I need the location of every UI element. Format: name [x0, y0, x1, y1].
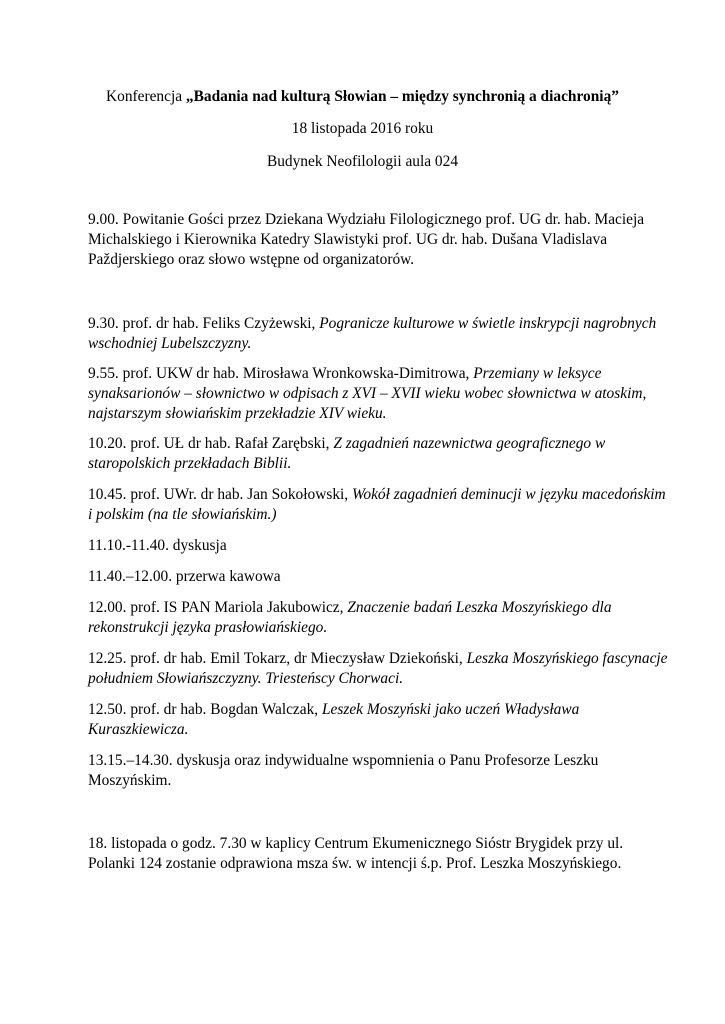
program-item-title: południem Słowiańszczyzny. Triesteńscy Chorwaci.: [88, 670, 404, 687]
program-item-discussion: Moszyńskim.: [88, 772, 172, 789]
program-item-title: Leszek Moszyński jako uczeń Władysława: [321, 701, 580, 718]
program-item-speaker: 10.45. prof. UWr. dr hab. Jan Sokołowski,: [88, 486, 352, 503]
program-item-title: wschodniej Lubelszczyzny.: [88, 335, 252, 352]
program-item-title: rekonstrukcji języka prasłowiańskiego.: [88, 619, 328, 636]
program-item-discussion: 13.15.–14.30. dyskusja oraz indywidualne wspomnienia o Panu Profesorze Leszku: [88, 752, 599, 769]
program-item: [88, 700, 648, 740]
conference-title-name: „Badania nad kulturą Słowian – między synchronią a diachronią”: [185, 88, 619, 105]
program-item-speaker: 12.50. prof. dr hab. Bogdan Walczak,: [88, 701, 322, 718]
program-item-speaker: 10.20. prof. UŁ dr hab. Rafał Zarębski,: [88, 435, 334, 452]
conference-title: [0, 87, 725, 107]
program-item-title: i polskim (na tle słowiańskim.): [88, 506, 277, 523]
program-item: [88, 536, 648, 556]
program-item-title: Kuraszkiewicza.: [88, 721, 189, 738]
program-item: [88, 364, 648, 424]
conference-venue: Budynek Neofilologii aula 024: [266, 153, 459, 170]
conference-date: 18 listopada 2016 roku: [291, 120, 434, 137]
program-item-break: 11.40.–12.00. przerwa kawowa: [88, 568, 281, 585]
program-item-speaker: 12.25. prof. dr hab. Emil Tokarz, dr Mieczysław Dziekoński,: [88, 650, 467, 667]
mass-announcement-line: 18. listopada o godz. 7.30 w kaplicy Centrum Ekumenicznego Sióstr Brygidek przy ul.: [88, 835, 624, 852]
program-item-speaker: 9.30. prof. dr hab. Feliks Czyżewski,: [88, 315, 320, 332]
program-item-title: synaksarionów – słownictwo w odpisach z XVI – XVII wieku wobec słownictwa w atoskim,: [88, 385, 647, 402]
welcome-line: Michalskiego i Kierownika Katedry Slawistyki prof. UG dr. hab. Dušana Vladislava: [88, 231, 608, 248]
program-item-title: Znaczenie badań Leszka Moszyńskiego dla: [347, 599, 612, 616]
program-item-title: Przemiany w leksyce: [473, 365, 602, 382]
program-item-title: Pogranicze kulturowe w świetle inskrypcji nagrobnych: [319, 315, 657, 332]
program-item: [88, 567, 648, 587]
welcome-paragraph: [88, 210, 648, 270]
program-item-speaker: 9.55. prof. UKW dr hab. Mirosława Wronkowska-Dimitrowa,: [88, 365, 474, 382]
program-item: [88, 314, 657, 354]
program-item: [88, 751, 648, 791]
program-item-title: Z zagadnień nazewnictwa geograficznego w: [333, 435, 606, 452]
program-item-title: staropolskich przekładach Biblii.: [88, 455, 292, 472]
mass-announcement: [88, 834, 648, 874]
welcome-line: Paždjerskiego oraz słowo wstępne od organizatorów.: [88, 251, 415, 268]
program-item: [88, 649, 668, 689]
program-item-title: Leszka Moszyńskiego fascynacje: [466, 650, 668, 667]
welcome-line: 9.00. Powitanie Gości przez Dziekana Wydziału Filologicznego prof. UG dr. hab. Macieja: [88, 211, 645, 228]
program-item-title: Wokół zagadnień deminucji w języku macedońskim: [352, 486, 666, 503]
program-item-title: najstarszym słowiańskim przekładzie XIV wieku.: [88, 405, 387, 422]
program-item: [88, 485, 666, 525]
mass-announcement-line: Polanki 124 zostanie odprawiona msza św. w intencji ś.p. Prof. Leszka Moszyńskiego.: [88, 855, 622, 872]
program-item-discussion: 11.10.-11.40. dyskusja: [88, 537, 227, 554]
conference-title-prefix: Konferencja: [106, 88, 186, 105]
program-item: [88, 598, 648, 638]
program-item: [88, 434, 648, 474]
program-item-speaker: 12.00. prof. IS PAN Mariola Jakubowicz,: [88, 599, 348, 616]
